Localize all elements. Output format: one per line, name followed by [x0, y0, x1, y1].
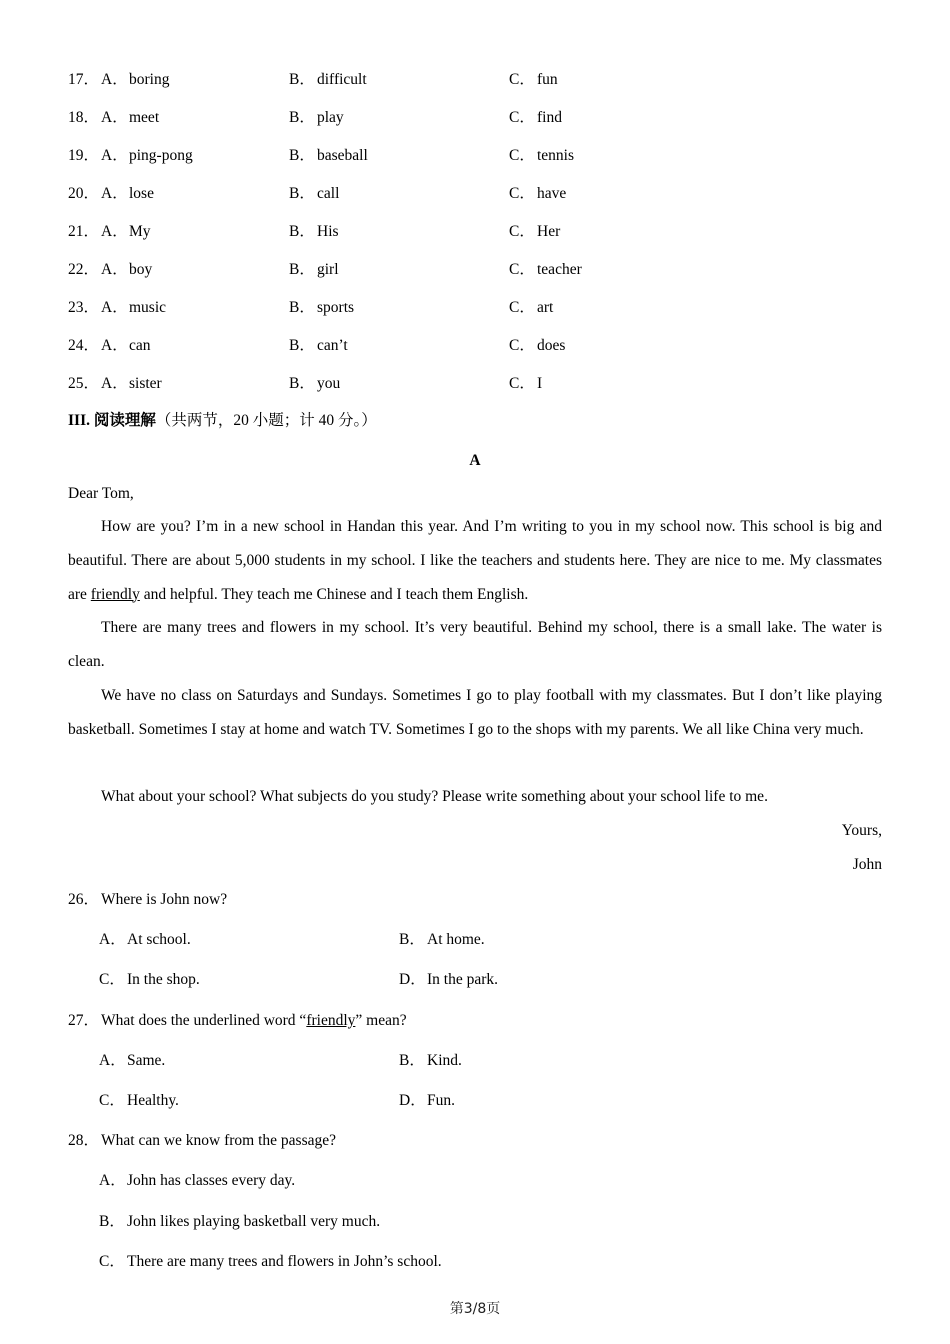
- passage-paragraph-4: What about your school? What subjects do you study? Please write something about your school life to me.: [101, 788, 768, 805]
- q26-option-c: C． In the shop.: [99, 971, 200, 988]
- q27-option-b: B． Kind.: [399, 1052, 462, 1069]
- option-c: C． does: [509, 337, 566, 354]
- q28-option-c: C． There are many trees and flowers in John’s school.: [99, 1253, 442, 1270]
- option-b: B． can’t: [289, 337, 348, 354]
- option-a: A．ping-pong: [101, 147, 193, 164]
- option-b: B． girl: [289, 261, 339, 278]
- option-b: B． sports: [289, 299, 355, 316]
- option-c: C． tennis: [509, 147, 575, 164]
- question-number: 17．: [68, 71, 100, 88]
- question-number: 19．: [68, 147, 100, 164]
- option-row-23: [68, 297, 888, 319]
- question-number: 18．: [68, 109, 100, 126]
- passage-title: A: [469, 452, 481, 469]
- section-note: （共两节，20 小题；计 40 分。）: [155, 412, 377, 429]
- question-number: 26．: [68, 891, 100, 908]
- option-b: B． difficult: [289, 71, 367, 88]
- option-b: B． call: [289, 185, 340, 202]
- option-b: B． His: [289, 223, 339, 240]
- section-title: 阅读理解: [93, 412, 156, 429]
- option-c: C． art: [509, 299, 554, 316]
- question-number: 25．: [68, 375, 100, 392]
- letter-closing: Yours,: [841, 822, 882, 839]
- option-c: C． fun: [509, 71, 558, 88]
- option-row-22: [68, 259, 888, 281]
- page-number: 第3/8页: [449, 1301, 501, 1317]
- letter-greeting: Dear Tom,: [68, 485, 134, 502]
- option-c: C． Her: [509, 223, 561, 240]
- option-a: A．My: [101, 223, 151, 240]
- section-roman: III.: [68, 412, 90, 429]
- option-b: B． you: [289, 375, 341, 392]
- option-a: A．boring: [101, 71, 170, 88]
- q27-option-a: A．Same.: [99, 1052, 166, 1069]
- question-text: What can we know from the passage?: [101, 1132, 336, 1149]
- option-row-20: [68, 183, 888, 205]
- question-28: [68, 1130, 336, 1152]
- option-a: A．meet: [101, 109, 160, 126]
- option-c: C． I: [509, 375, 543, 392]
- option-row-19: [68, 145, 888, 167]
- passage-paragraph-2: There are many trees and flowers in my school. It’s very beautiful. Behind my school, there is a small lake. The water is clean.: [68, 619, 882, 670]
- q28-option-a: A．John has classes every day.: [99, 1172, 296, 1189]
- option-b: B． play: [289, 109, 344, 126]
- option-a: A．lose: [101, 185, 154, 202]
- question-27: 27． What does the underlined word “friendly” mean?: [68, 1010, 407, 1032]
- question-number: 28．: [68, 1132, 100, 1149]
- q27-option-c: C． Healthy.: [99, 1092, 179, 1109]
- question-number: 20．: [68, 185, 100, 202]
- question-26: [68, 889, 227, 911]
- option-a: A．can: [101, 337, 151, 354]
- underlined-word: friendly: [90, 585, 140, 603]
- option-row-18: [68, 107, 888, 129]
- option-a: A．boy: [101, 261, 153, 278]
- option-c: C． teacher: [509, 261, 582, 278]
- option-a: A．music: [101, 299, 167, 316]
- q26-option-b: B． At home.: [399, 931, 485, 948]
- passage-paragraph-1: How are you? I’m in a new school in Handan this year. And I’m writing to you in my school now. This school is big and beautiful. There are about 5,000 students in my school. I like the teachers and students here. They are nice to me. My classmates are friendly and helpful. They teach me Chinese and I teach them English.: [68, 518, 882, 603]
- option-c: C． have: [509, 185, 567, 202]
- option-c: C． find: [509, 109, 562, 126]
- option-row-25: [68, 373, 888, 395]
- option-row-17: [68, 69, 888, 91]
- underlined-word: friendly: [306, 1012, 356, 1029]
- q27-option-d: D．Fun.: [399, 1092, 455, 1109]
- option-a: A．sister: [101, 375, 162, 392]
- option-b: B． baseball: [289, 147, 368, 164]
- question-number: 21．: [68, 223, 100, 240]
- option-row-21: [68, 221, 888, 243]
- q26-option-d: D．In the park.: [399, 971, 499, 988]
- question-number: 24．: [68, 337, 100, 354]
- q28-option-b: B． John likes playing basketball very much.: [99, 1213, 381, 1230]
- question-number: 27．: [68, 1012, 100, 1029]
- question-number: 22．: [68, 261, 100, 278]
- passage-paragraph-3: We have no class on Saturdays and Sundays. Sometimes I go to play football with my classmates. But I don’t like playing basketball. Sometimes I stay at home and watch TV. Sometimes I go to the shops with my parents. We all like China very much.: [68, 687, 882, 738]
- q26-option-a: A．At school.: [99, 931, 191, 948]
- letter-signature: John: [852, 856, 882, 873]
- question-number: 23．: [68, 299, 100, 316]
- section-heading: [68, 410, 377, 432]
- question-text: Where is John now?: [101, 891, 228, 908]
- option-row-24: [68, 335, 888, 357]
